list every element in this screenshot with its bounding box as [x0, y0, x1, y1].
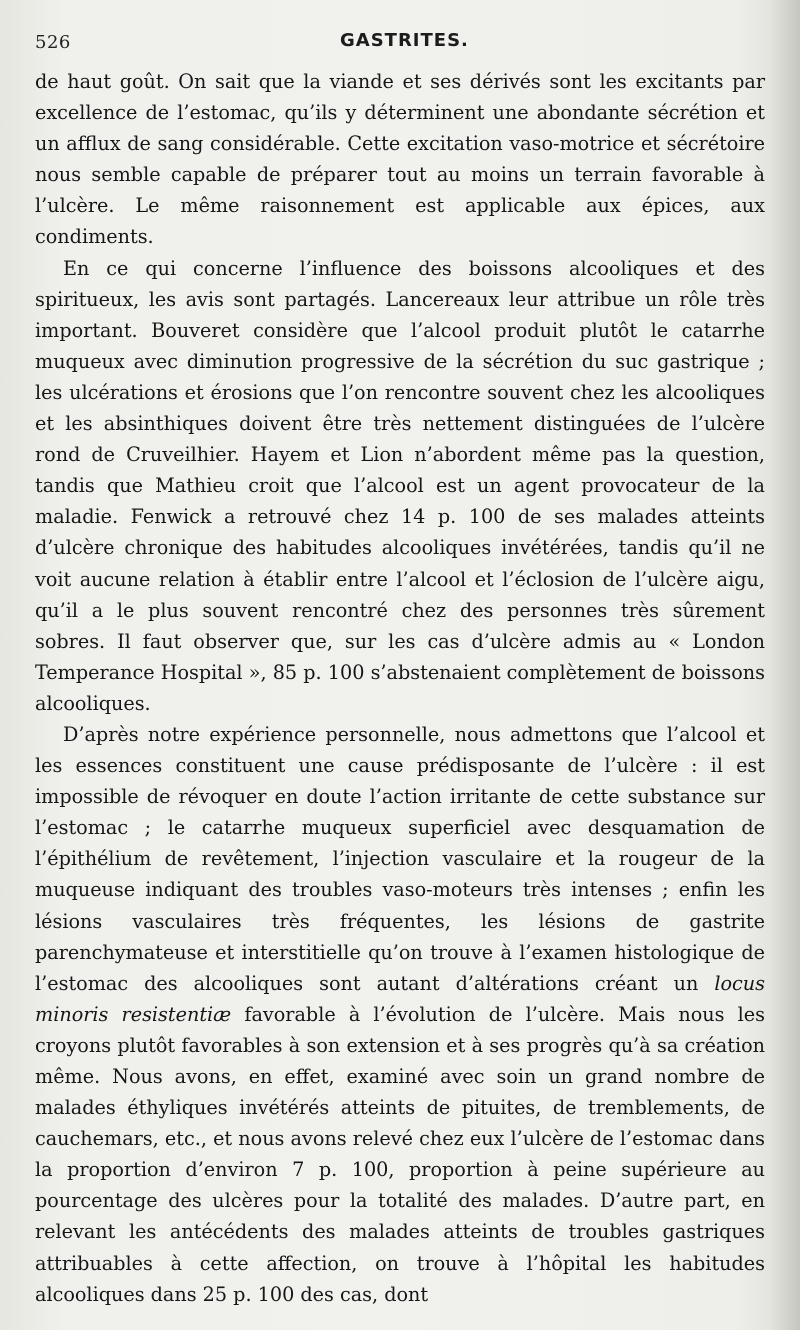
text-segment: En ce qui concerne l’influence des boissons alcooliques et des spiritueux, les avis sont partagés. Lancereaux leur attribue un rôle très important. Bouveret considère que l’alcool produit plutôt le catarrhe muqueux avec diminution progressive de la sécrétion du suc gastrique ; les ulcérations et érosions que l’on rencontre souvent chez les alcooliques et les absinthiques doivent être très nettement distinguées de l’ulcère rond de Cruveilhier. Hayem et Lion n’abordent même pas la question, tandis que Mathieu croit que l’alcool est un agent provocateur de la maladie. Fenwick a retrouvé chez 14 p. 100 de ses malades atteints d’ulcère chronique des habitudes alcooliques invétérées, tandis qu’il ne voit aucune relation à établir entre l’alcool et l’éclosion de l’ulcère aigu, qu’il a le plus souvent rencontré chez des personnes très sûrement sobres. Il faut observer que, sur les cas d’ulcère admis au « London Temperance Hospital », 85 p. 100 s’abstenaient complètement de boissons alcooliques. — [35, 256, 765, 715]
running-head: GASTRITES. — [340, 30, 469, 51]
page-gutter-shadow — [770, 0, 800, 1330]
body-text — [35, 66, 765, 1310]
text-segment: de haut goût. On sait que la viande et ses dérivés sont les excitants par excellence de l’estomac, qu’ils y déterminent une abondante sécrétion et un afflux de sang considérable. Cette excitation vaso-motrice et sécrétoire nous semble capable de préparer tout au moins un terrain favorable à l’ulcère. Le même raisonnement est applicable aux épices, aux condiments. — [35, 70, 765, 249]
paragraph — [35, 253, 765, 719]
paragraph — [35, 66, 765, 253]
paragraph — [35, 719, 765, 1310]
text-segment: favorable à l’évolution de l’ulcère. Mais nous les croyons plutôt favorables à son extension et à ses progrès qu’à sa création même. Nous avons, en effet, examiné avec soin un grand nombre de malades éthyliques invétérés atteints de pituites, de tremblements, de cauchemars, etc., et nous avons relevé chez eux l’ulcère de l’estomac dans la proportion d’environ 7 p. 100, proportion à peine supérieure au pourcentage des ulcères pour la totalité des malades. D’autre part, en relevant les antécédents des malades atteints de troubles gastriques attribuables à cette affection, on trouve à l’hôpital les habitudes alcooliques dans 25 p. 100 des cas, dont — [35, 1002, 765, 1306]
page-header — [35, 30, 765, 60]
page-number: 526 — [35, 32, 71, 53]
italic-phrase: locus minoris resistentiæ — [35, 971, 765, 1026]
text-segment: D’après notre expérience personnelle, nous admettons que l’alcool et les essences constituent une cause prédisposante de l’ulcère : il est impossible de révoquer en doute l’action irritante de cette substance sur l’estomac ; le catarrhe muqueux superficiel avec desquamation de l’épithélium de revêtement, l’injection vasculaire et la rougeur de la muqueuse indiquant des troubles vaso-moteurs très intenses ; enfin les lésions vasculaires très fréquentes, les lésions de gastrite parenchymateuse et interstitielle qu’on trouve à l’examen histologique de l’estomac des alcooliques sont autant d’altérations créant un — [35, 722, 765, 995]
